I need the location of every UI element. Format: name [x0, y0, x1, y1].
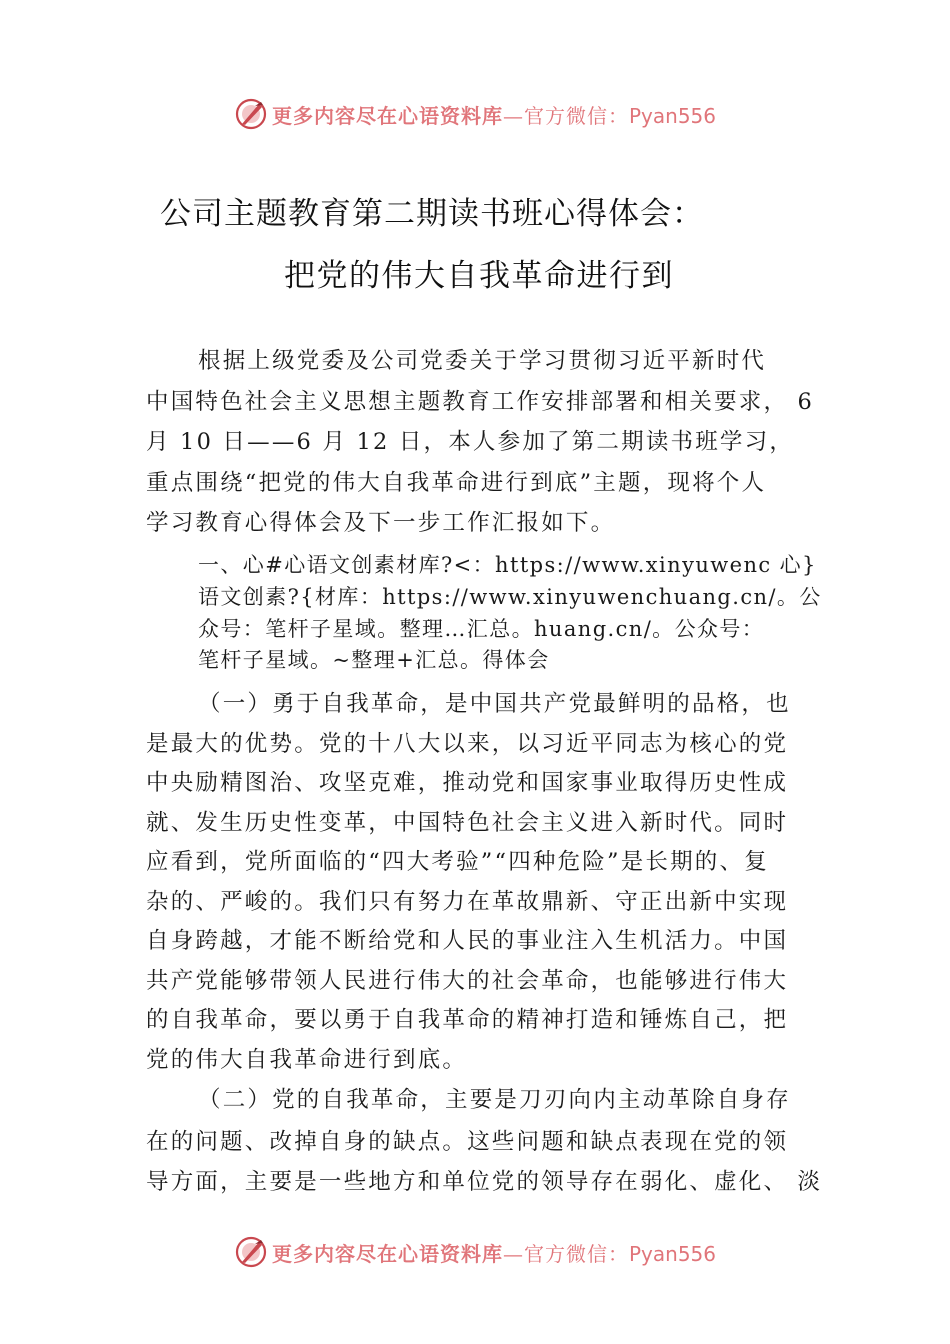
text-line: 应看到，党所面临的“四大考验”“四种危险”是长期的、复: [146, 849, 769, 875]
text-line: 根据上级党委及公司党委关于学习贯彻习近平新时代: [198, 348, 767, 374]
text-line: 杂的、严峻的。我们只有努力在革故鼎新、守正出新中实现: [146, 889, 789, 915]
text-line: 就、发生历史性变革，中国特色社会主义进入新时代。同时: [146, 810, 789, 836]
banner-prefix: 更多内容尽在心语资料库: [271, 1241, 503, 1266]
text-line: （二）党的自我革命，主要是刀刃向内主动革除自身存: [198, 1087, 791, 1113]
banner-text: [272, 100, 716, 129]
banner-prefix: 更多内容尽在心语资料库: [271, 103, 503, 128]
footer-banner: [0, 1232, 950, 1272]
banner-wechat-id: Pyan556: [628, 1241, 716, 1266]
quill-logo-icon: [234, 97, 268, 131]
banner-suffix: —官方微信：: [502, 1241, 629, 1266]
text-line: 笔杆子星域。~整理+汇总。得体会: [198, 648, 550, 672]
text-line: 中国特色社会主义思想主题教育工作安排部署和相关要求， 6: [146, 389, 815, 415]
text-line: 党的伟大自我革命进行到底。: [146, 1047, 468, 1073]
banner-suffix: —官方微信：: [502, 103, 629, 128]
banner-text: [272, 1238, 716, 1267]
text-line: 在的问题、改掉自身的缺点。这些问题和缺点表现在党的领: [146, 1129, 789, 1155]
text-line: 月 10 日——6 月 12 日，本人参加了第二期读书班学习，: [146, 429, 795, 455]
header-banner: [0, 94, 950, 134]
text-line: 学习教育心得体会及下一步工作汇报如下。: [146, 510, 616, 536]
document-title-line-2: 把党的伟大自我革命进行到: [284, 258, 674, 294]
text-line: 导方面，主要是一些地方和单位党的领导存在弱化、虚化、 淡: [146, 1169, 823, 1195]
text-line: 重点围绕“把党的伟大自我革命进行到底”主题，现将个人: [146, 470, 767, 496]
text-line: 共产党能够带领人民进行伟大的社会革命，也能够进行伟大: [146, 968, 789, 994]
text-line: 语文创素?{材库：https://www.xinyuwenchuang.cn/。公: [198, 585, 822, 609]
text-line: （一）勇于自我革命，是中国共产党最鲜明的品格，也: [198, 691, 791, 717]
text-line: 众号：笔杆子星域。整理…汇总。huang.cn/。公众号：: [198, 617, 765, 641]
document-title-line-1: 公司主题教育第二期读书班心得体会：: [160, 196, 704, 232]
text-line: 一、心#心语文创素材库?<：https://www.xinyuwenc 心}: [198, 553, 817, 577]
banner-wechat-id: Pyan556: [628, 103, 716, 128]
text-line: 自身跨越，才能不断给党和人民的事业注入生机活力。中国: [146, 928, 789, 954]
text-line: 是最大的优势。党的十八大以来，以习近平同志为核心的党: [146, 731, 789, 757]
text-line: 中央励精图治、攻坚克难，推动党和国家事业取得历史性成: [146, 770, 789, 796]
text-line: 的自我革命，要以勇于自我革命的精神打造和锤炼自己，把: [146, 1007, 789, 1033]
quill-logo-icon: [234, 1235, 268, 1269]
